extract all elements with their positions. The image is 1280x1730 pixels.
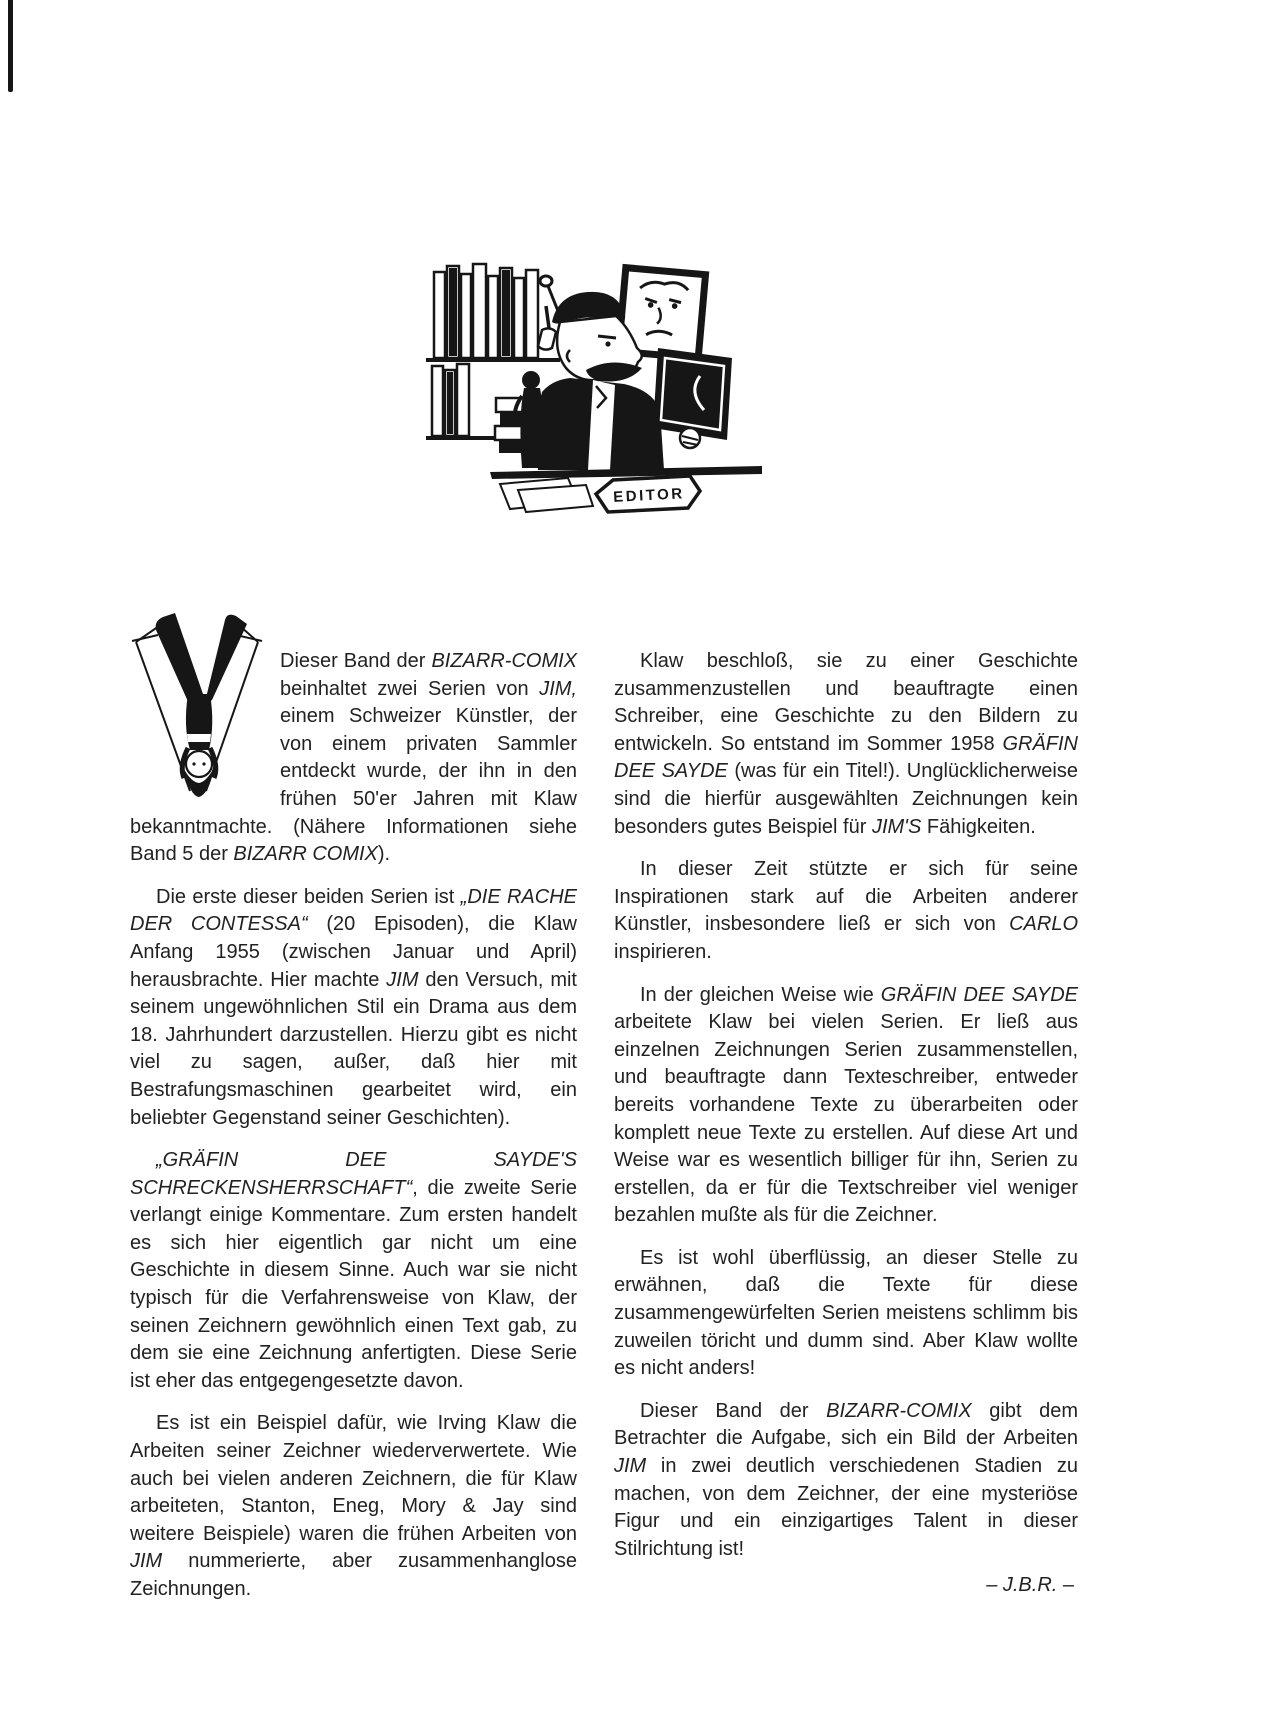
editor-cartoon-illustration — [400, 258, 778, 533]
paragraph: Dieser Band der BIZARR-COMIX gibt dem Betrachter die Aufgabe, sich ein Bild der Arbeiten JIM in zwei deutlich verschiedenen Stadien zu machen, von dem Zeichner, der eine mysteriöse Figur und ein einzigartiges Talent in dieser Stilrichtung ist! — [614, 1399, 1079, 1560]
paragraph: Es ist wohl überflüssig, an dieser Stelle zu erwähnen, daß die Texte für diese zusammengewürfelten Serien meistens schlimm bis zuweilen töricht und dumm sind. Aber Klaw wollte es nicht anders! — [614, 1246, 1078, 1380]
left-column — [130, 648, 577, 1619]
editor-sign — [596, 476, 700, 512]
author-signature: – J.B.R. – — [986, 1574, 1074, 1597]
editor-body-icon — [537, 378, 664, 470]
paragraph: Es ist ein Beispiel dafür, wie Irving Klaw die Arbeiten seiner Zeichner wiederverwertete. Wie auch bei vielen anderen Zeichnern, die für Klaw arbeiteten, Stanton, Eneg, Mory & Jay sind weitere Beispiele) waren die frühen Arbeiten von JIM nummerierte, aber zusammenhanglose Zeichnungen. — [130, 1412, 577, 1600]
hanging-figure-illustration — [130, 608, 264, 798]
paragraph: In dieser Zeit stützte er sich für seine Inspirationen stark auf die Arbeiten anderer Künstler, insbesondere ließ er sich von CARLO inspirieren. — [614, 858, 1078, 963]
paragraph: Klaw beschloß, sie zu einer Geschichte zusammenzustellen und beauftragte einen Schreiber, eine Geschichte zu den Bildern zu entwickeln. So entstand im Sommer 1958 GRÄFIN DEE SAYDE (was für ein Titel!). Unglücklicherweise sind die hierfür ausgewählten Zeichnungen kein besonders gutes Beispiel für JIM'S Fähigkeiten. — [614, 650, 1078, 838]
article-body — [130, 648, 1078, 1619]
paragraph: Dieser Band der BIZARR-COMIX beinhaltet zwei Serien von JIM, einem Schweizer Künstler, der von einem privaten Sammler entdeckt wurde, der ihn in den frühen 50'er Jahren mit Klaw bekanntmachte. (Nähere Informationen siehe Band 5 der BIZARR COMIX). — [130, 650, 577, 866]
paragraph: „GRÄFIN DEE SAYDE'S SCHRECKENSHERRSCHAFT“, die zweite Serie verlangt einige Kommentare. Zum ersten handelt es sich hier eigentlich gar nicht um eine Geschichte in diesem Sinne. Auch war sie nicht typisch für die Verfahrensweise von Klaw, der seinen Zeichnern gewöhnlich einen Text gab, zu dem sie eine Zeichnung anfertigten. Diese Serie ist eher das entgegengesetzte davon. — [130, 1149, 577, 1392]
paragraph: Die erste dieser beiden Serien ist „DIE RACHE DER CONTESSA“ (20 Episoden), die Klaw Anfang 1955 (zwischen Januar und April) herausbrachte. Hier machte JIM den Versuch, mit seinem ungewöhnlichen Stil ein Drama aus dem 18. Jahrhundert darzustellen. Hierzu gibt es nicht viel zu sagen, außer, daß hier mit Bestrafungsmaschinen gearbeitet wird, ein beliebter Gegenstand seiner Geschichten). — [130, 885, 577, 1129]
scan-edge-artifact — [8, 0, 13, 92]
hanging-figure-icon — [130, 608, 264, 798]
black-book-icon — [653, 348, 732, 448]
editor-sign-label: EDITOR — [612, 485, 686, 506]
papers-icon — [500, 478, 593, 512]
paragraph: In der gleichen Weise wie GRÄFIN DEE SAYDE arbeitete Klaw bei vielen Serien. Er ließ aus einzelnen Zeichnungen Serien zusammenstellen, und beauftragte dann Texteschreiber, entweder bereits vorhandene Texte zu überarbeiten oder komplett neue Texte zu erstellen. Auf diese Art und Weise war es wesentlich billiger für ihn, Serien zu erstellen, da er für die Textschreiber viel weniger bezahlen mußte als für die Zeichner. — [614, 983, 1078, 1227]
right-column — [614, 648, 1078, 1619]
editor-cartoon — [400, 258, 778, 533]
